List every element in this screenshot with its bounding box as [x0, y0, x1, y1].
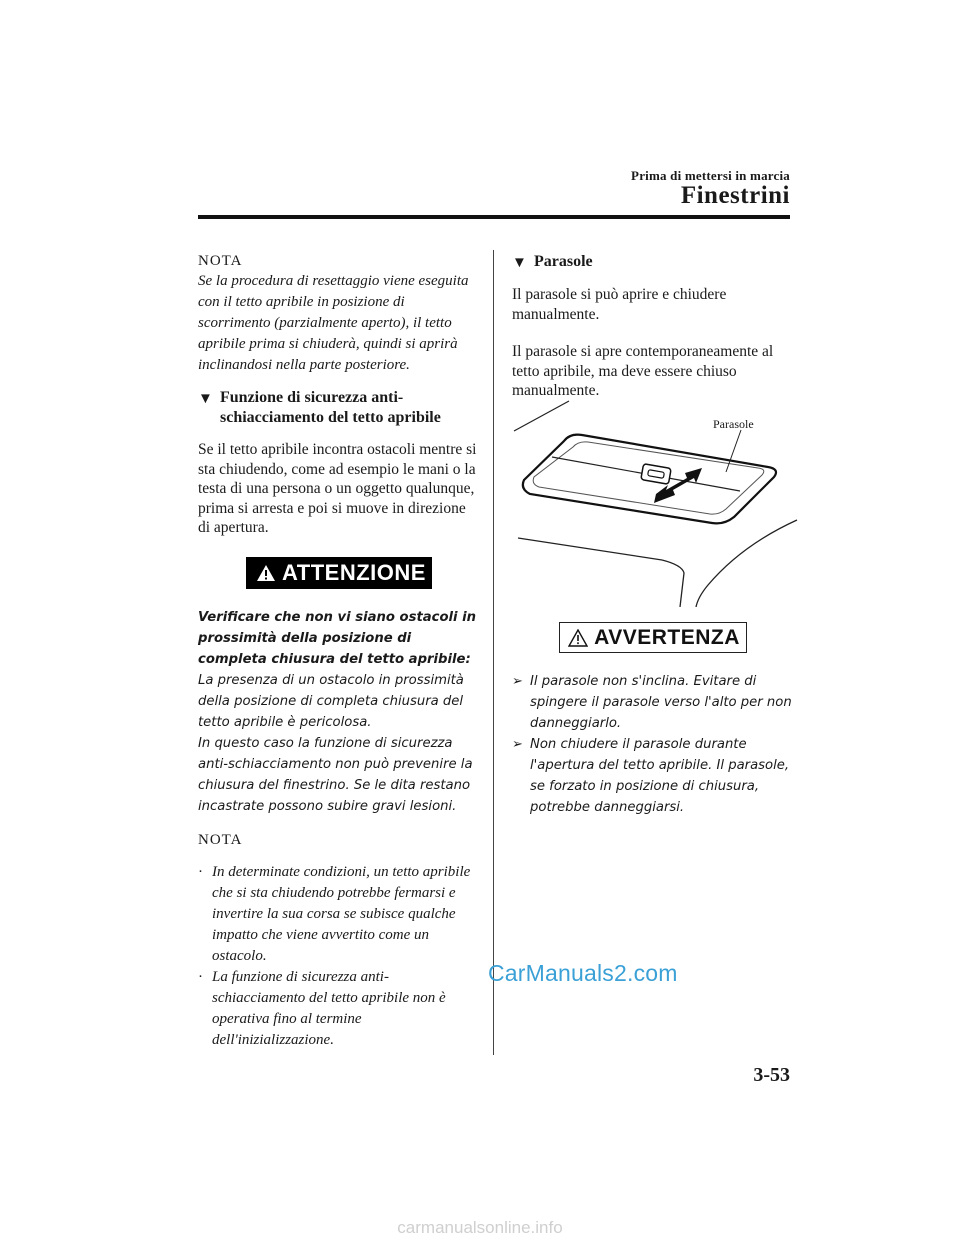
caution-text-2: In questo caso la funzione di sicurezza anti-schiacciamento non può prevenire la chiusura del finestrino. Se le dita restano incastrate possono subire gravi lesioni. — [198, 735, 473, 814]
arrow-bullet-icon: ➢ — [512, 674, 523, 689]
section-title: Funzione di sicurezza anti-schiacciamento del tetto apribile — [220, 389, 441, 426]
caution-bold-text: Verificare che non vi siano ostacoli in prossimità della posizione di completa chiusura del tetto apribile: — [198, 609, 477, 667]
column-divider — [493, 250, 494, 1055]
nota-label: NOTA — [198, 253, 243, 269]
right-column — [512, 252, 794, 401]
warning-badge — [559, 622, 747, 653]
list-item: ➢ Non chiudere il parasole durante l'apertura del tetto apribile. Il parasole, se forzato in posizione di chiusura, potrebbe danneggiarsi. — [512, 734, 794, 818]
warning-triangle-icon — [256, 564, 276, 582]
triangle-marker-icon: ▼ — [198, 391, 213, 407]
warning-label: AVVERTENZA — [594, 626, 740, 649]
header-rule — [198, 215, 790, 219]
arrow-bullet-icon: ➢ — [512, 737, 523, 752]
caution-label: ATTENZIONE — [282, 559, 426, 585]
list-item: ➢ Il parasole non s'inclina. Evitare di spingere il parasole verso l'alto per non danneggiarlo. — [512, 671, 794, 734]
caution-badge — [246, 557, 432, 589]
list-item: · La funzione di sicurezza anti-schiacciamento del tetto apribile non è operativa fino al termine dell'inizializzazione. — [198, 968, 446, 1048]
list-item: · In determinate condizioni, un tetto apribile che si sta chiudendo potrebbe fermarsi e invertire la sua corsa se subisce qualche impatto che viene avvertito come un ostacolo. — [198, 863, 471, 964]
section-header: Prima di mettersi in marcia — [631, 168, 790, 183]
nota-text: Se la procedura di resettaggio viene eseguita con il tetto apribile in posizione di scorrimento (parzialmente aperto), il tetto apribile prima si chiuderà, quindi si aprirà inclinandosi nella parte posteriore. — [198, 273, 469, 373]
page-title: Finestrini — [680, 182, 790, 209]
nota2-label: NOTA — [198, 831, 243, 848]
section-body: Se il tetto apribile incontra ostacoli mentre si sta chiudendo, come ad esempio le mani o la testa di una persona o un oggetto qualunque, prima si arresta e poi si muove in direzione di apertura. — [198, 441, 477, 536]
parasole-figure — [512, 395, 802, 607]
parasole-para-2: Il parasole si apre contemporaneamente al tetto apribile, ma deve essere chiuso manualmente. — [512, 343, 774, 399]
caution-text-1: La presenza di un ostacolo in prossimità della posizione di completa chiusura del tetto apribile è pericolosa. — [198, 672, 464, 730]
caution-text-block — [198, 607, 480, 817]
page-number: 3-53 — [753, 1064, 790, 1086]
warning-list — [512, 671, 794, 818]
sunshade-illustration — [512, 395, 802, 607]
left-column — [198, 252, 480, 1051]
caution-badge-wrap — [198, 557, 480, 589]
warning-block — [512, 622, 794, 818]
section-heading-anti-pinch — [198, 388, 480, 428]
triangle-marker-icon: ▼ — [512, 255, 527, 271]
warning-badge-wrap — [512, 622, 794, 653]
parasole-para-1: Il parasole si può aprire e chiudere manualmente. — [512, 286, 727, 323]
watermark: CarManuals2.com — [488, 960, 678, 986]
section-heading-parasole — [512, 252, 794, 273]
section-title: Parasole — [534, 253, 593, 270]
footer-watermark: carmanualsonline.info — [397, 1218, 563, 1237]
figure-label: Parasole — [713, 417, 754, 431]
nota2-list — [198, 862, 480, 1051]
warning-triangle-icon — [568, 629, 588, 647]
